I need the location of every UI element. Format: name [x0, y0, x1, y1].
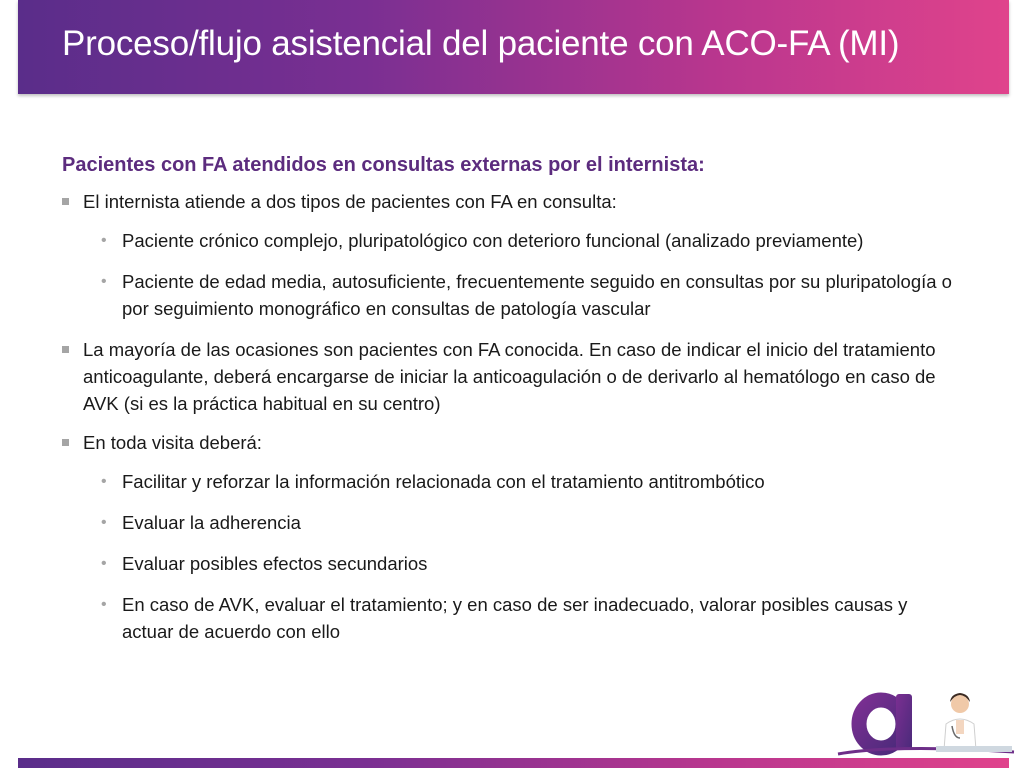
slide-title: Proceso/flujo asistencial del paciente con ACO-FA (MI) — [62, 24, 900, 63]
letter-a-logo-icon — [836, 680, 1016, 760]
title-bar — [18, 0, 1009, 94]
bullet-text: En toda visita deberá: — [83, 432, 262, 453]
sub-bullet-text: Facilitar y reforzar la información relacionada con el tratamiento antitrombótico — [122, 471, 765, 492]
dot-bullet-icon: • — [101, 473, 107, 490]
bullet-item — [62, 336, 962, 417]
dot-bullet-icon: • — [101, 273, 107, 290]
sub-bullet-item — [62, 509, 962, 536]
slide-content — [62, 152, 962, 659]
dot-bullet-icon: • — [101, 514, 107, 531]
square-bullet-icon — [62, 439, 69, 446]
bottom-band — [18, 758, 1009, 768]
sub-bullet-item — [62, 268, 962, 322]
sub-bullet-item — [62, 591, 962, 645]
sub-bullet-text: Evaluar posibles efectos secundarios — [122, 553, 428, 574]
dot-bullet-icon: • — [101, 232, 107, 249]
dot-bullet-icon: • — [101, 596, 107, 613]
sub-bullet-item — [62, 550, 962, 577]
sub-bullet-text: Paciente de edad media, autosuficiente, frecuentemente seguido en consultas por su pluripatología o por seguimiento monográfico en consultas de patología vascular — [122, 271, 952, 319]
sub-bullet-item — [62, 468, 962, 495]
section-heading: Pacientes con FA atendidos en consultas externas por el internista: — [62, 154, 705, 176]
sub-bullet-text: En caso de AVK, evaluar el tratamiento; y en caso de ser inadecuado, valorar posibles causas y actuar de acuerdo con ello — [122, 594, 908, 642]
dot-bullet-icon: • — [101, 555, 107, 572]
bullet-text: El internista atiende a dos tipos de pacientes con FA en consulta: — [83, 191, 617, 212]
bullet-text: La mayoría de las ocasiones son pacientes con FA conocida. En caso de indicar el inicio del tratamiento anticoagulante, deberá encargarse de iniciar la anticoagulación o de derivarlo al hematólogo en caso de AVK (si es la práctica habitual en su centro) — [83, 339, 936, 414]
sub-bullet-text: Paciente crónico complejo, pluripatológico con deterioro funcional (analizado previamente) — [122, 230, 864, 251]
sub-bullet-item — [62, 227, 962, 254]
square-bullet-icon — [62, 346, 69, 353]
square-bullet-icon — [62, 198, 69, 205]
sub-bullet-text: Evaluar la adherencia — [122, 512, 301, 533]
bullet-item — [62, 188, 962, 215]
bullet-item — [62, 429, 962, 456]
